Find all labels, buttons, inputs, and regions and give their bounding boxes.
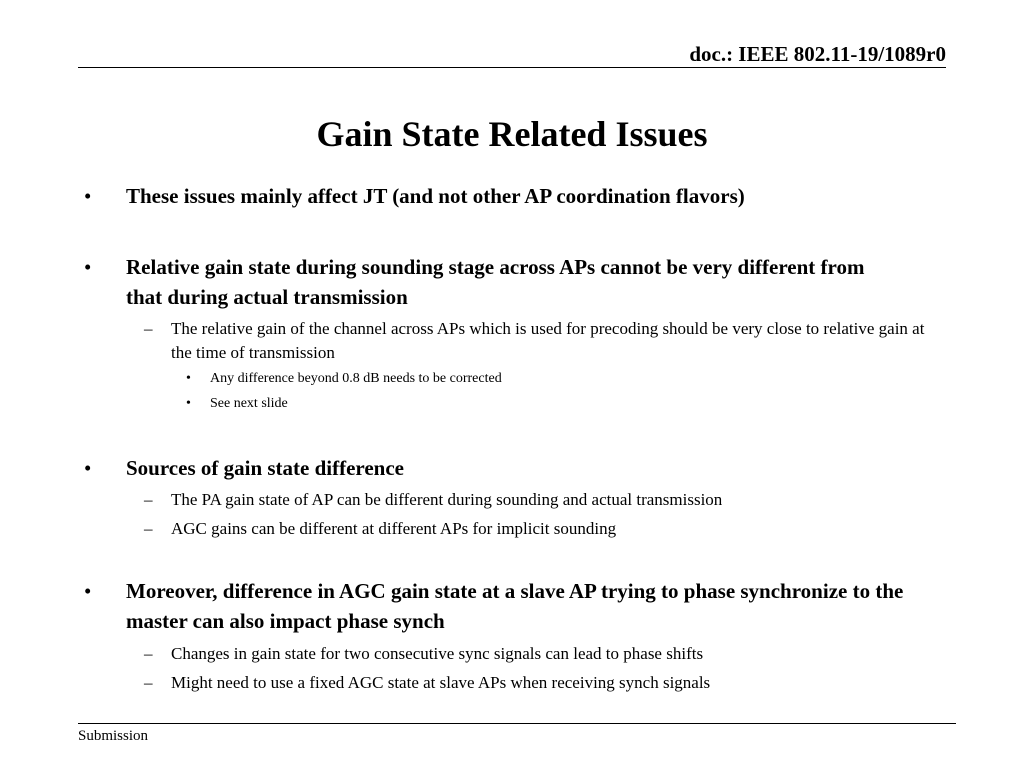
dash-marker: – [144,519,153,538]
bullet-marker: • [84,579,92,603]
sub-sub-bullet-item [186,369,886,389]
document-id: doc.: IEEE 802.11-19/1089r0 [689,42,946,66]
bullet-item [84,576,904,636]
bullet-item [84,252,904,312]
sub-sub-bullet-text: Any difference beyond 0.8 dB needs to be corrected [210,371,502,386]
bullet-text: Sources of gain state difference [126,456,405,480]
dash-marker: – [144,490,153,509]
bullet-marker: • [186,396,191,411]
sub-bullet-item [144,517,944,541]
bullet-marker: • [84,456,92,480]
dash-marker: – [144,644,153,663]
sub-bullet-text: The PA gain state of AP can be different during sounding and actual transmission [171,490,723,509]
bullet-text: Relative gain state during sounding stage across APs cannot be very different from that during actual transmission [126,255,865,309]
sub-bullet-item [144,317,944,365]
footer-label: Submission [78,728,149,744]
bullet-marker: • [84,255,92,279]
sub-sub-bullet-text: See next slide [210,396,288,411]
sub-bullet-text: Might need to use a fixed AGC state at slave APs when receiving synch signals [171,673,711,692]
bullet-marker: • [186,371,191,386]
bullet-item [84,181,904,211]
sub-bullet-item [144,488,944,512]
footer-divider [78,723,956,724]
sub-bullet-text: Changes in gain state for two consecutive sync signals can lead to phase shifts [171,644,704,663]
dash-marker: – [144,319,153,338]
bullet-marker: • [84,184,92,208]
sub-bullet-item [144,642,944,666]
slide-title: Gain State Related Issues [316,114,708,154]
bullet-text: These issues mainly affect JT (and not other AP coordination flavors) [126,184,745,208]
sub-sub-bullet-item [186,394,886,414]
bullet-item [84,453,904,483]
sub-bullet-text: AGC gains can be different at different APs for implicit sounding [171,519,617,538]
sub-bullet-item [144,671,944,695]
bullet-text: Moreover, difference in AGC gain state at a slave AP trying to phase synchronize to the master can also impact phase synch [126,579,904,633]
sub-bullet-text: The relative gain of the channel across APs which is used for precoding should be very close to relative gain at the time of transmission [171,319,925,362]
dash-marker: – [144,673,153,692]
